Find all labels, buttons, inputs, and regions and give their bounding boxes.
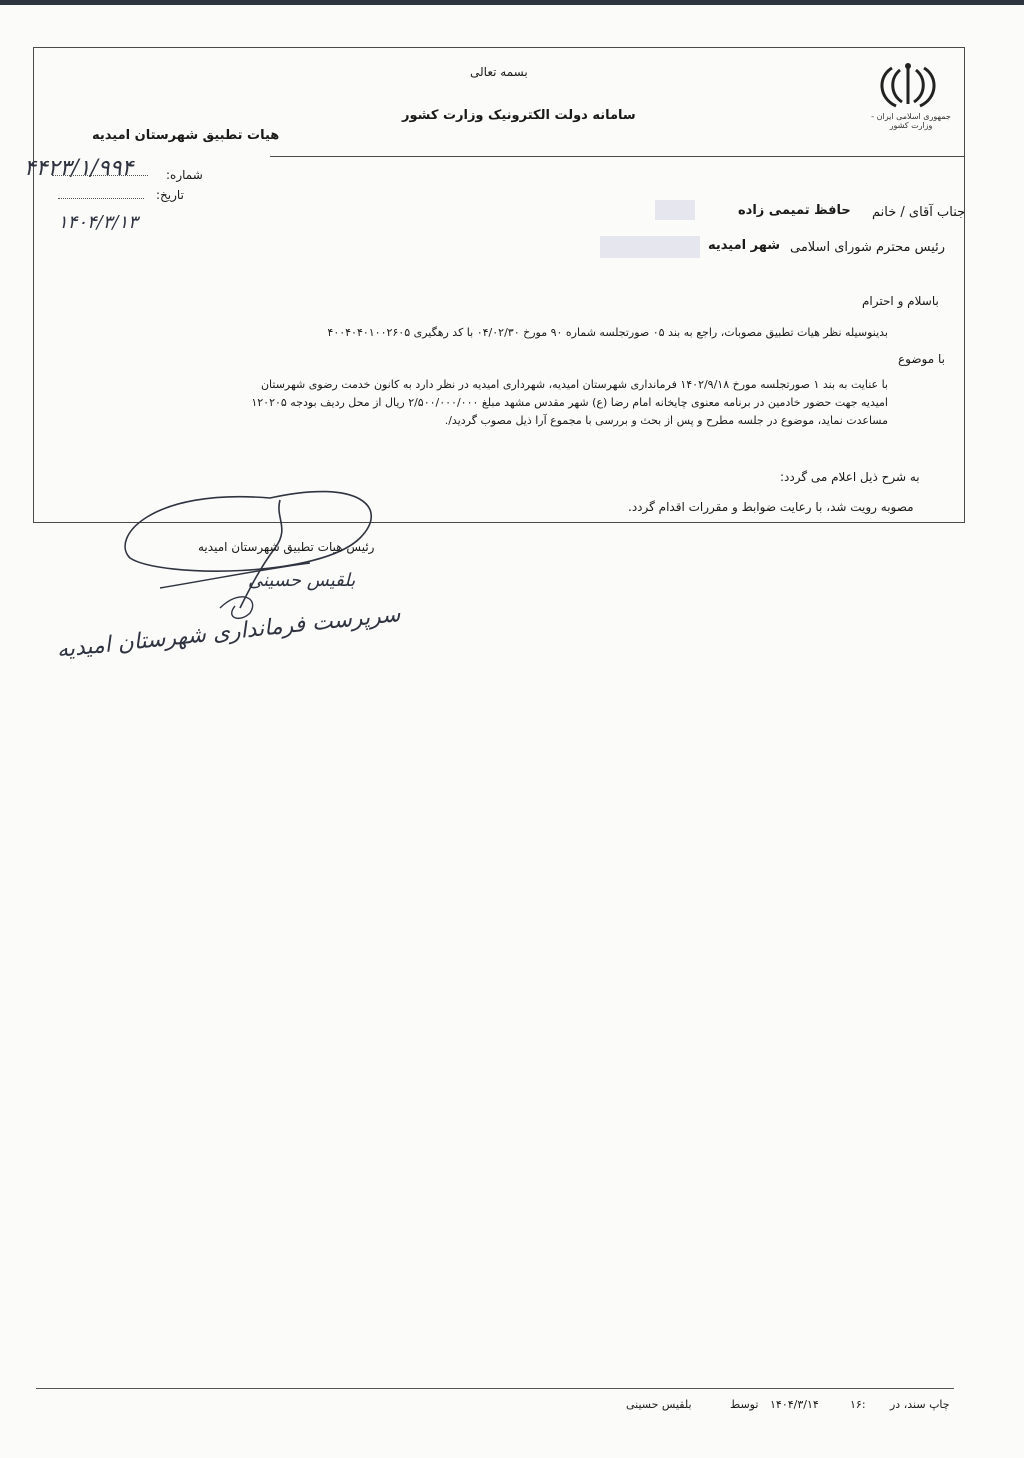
redaction-mark <box>600 236 700 258</box>
date-label: تاریخ: <box>156 188 184 202</box>
printer-name: بلقیس حسینی <box>626 1398 692 1411</box>
signatory-title-handwritten: سرپرست فرمانداری شهرستان امیدیه <box>55 602 402 663</box>
by-label: توسط <box>730 1398 759 1411</box>
iran-emblem-icon <box>872 60 944 112</box>
subject-paragraph-line: با عنایت به بند ۱ صورتجلسه مورخ ۱۴۰۲/۹/۱۸ فرمانداری شهرستان امیدیه، شهرداری امیدیه در نظر دارد به کانون خدمت رضوی شهرستان <box>260 378 888 391</box>
decision-line: مصوبه رویت شد، با رعایت ضوابط و مقررات اقدام گردد. <box>628 500 914 514</box>
signatory-role: رئیس هیات تطبیق شهرستان امیدیه <box>198 540 375 554</box>
number-label: شماره: <box>166 168 203 182</box>
salutation: جناب آقای / خانم <box>872 205 966 220</box>
body-line-1: بدینوسیله نظر هیات تطبیق مصوبات، راجع به بند ۰۵ صورتجلسه شماره ۹۰ مورخ ۰۴/۰۲/۳۰ با کد رهگیری ۴۰۰۴۰۴۰۱۰۰۲۶۰۵ <box>327 326 888 339</box>
print-time: ۱۶: <box>850 1398 866 1411</box>
number-value-handwritten: ۴۴۲۳/۱/۹۹۴ <box>24 156 134 181</box>
subject-paragraph-line: امیدیه جهت حضور خادمین در برنامه معنوی چایخانه امام رضا (ع) شهر مقدس مشهد مبلغ ۲/۵۰۰/۰۰۰/۰۰۰ ریال از محل ردیف بودجه ۱۲۰۲۰۵ <box>251 396 888 409</box>
board-name: هیات تطبیق شهرستان امیدیه <box>92 128 280 143</box>
footer-divider <box>36 1388 954 1389</box>
signatory-name-handwritten: بلقیس حسینی <box>248 570 356 591</box>
greeting: باسلام و احترام <box>862 294 939 308</box>
recipient-title: رئیس محترم شورای اسلامی <box>790 240 946 255</box>
subject-paragraph-line: مساعدت نماید، موضوع در جلسه مطرح و پس از بحث و بررسی با مجموع آرا ذیل مصوب گردید/. <box>444 414 888 427</box>
emblem-caption: جمهوری اسلامی ایران - وزارت کشور <box>871 112 951 130</box>
announce-line: به شرح ذیل اعلام می گردد: <box>780 470 920 484</box>
scan-top-border <box>0 0 1024 5</box>
recipient-name: حافظ تمیمی زاده <box>738 203 851 218</box>
header-divider <box>270 156 965 157</box>
number-dotted-line <box>52 175 148 176</box>
recipient-city: شهر امیدیه <box>708 238 781 253</box>
print-date: ۱۴۰۴/۳/۱۴ <box>770 1398 819 1411</box>
redaction-mark <box>655 200 695 220</box>
date-dotted-line <box>58 198 144 199</box>
date-value-handwritten: ۱۴۰۴/۳/۱۳ <box>58 212 138 233</box>
subject-label: با موضوع <box>898 352 945 366</box>
bismillah: بسمه تعالی <box>470 65 528 79</box>
print-label: چاپ سند، در <box>890 1398 950 1411</box>
system-title: سامانه دولت الکترونیک وزارت کشور <box>402 108 636 123</box>
